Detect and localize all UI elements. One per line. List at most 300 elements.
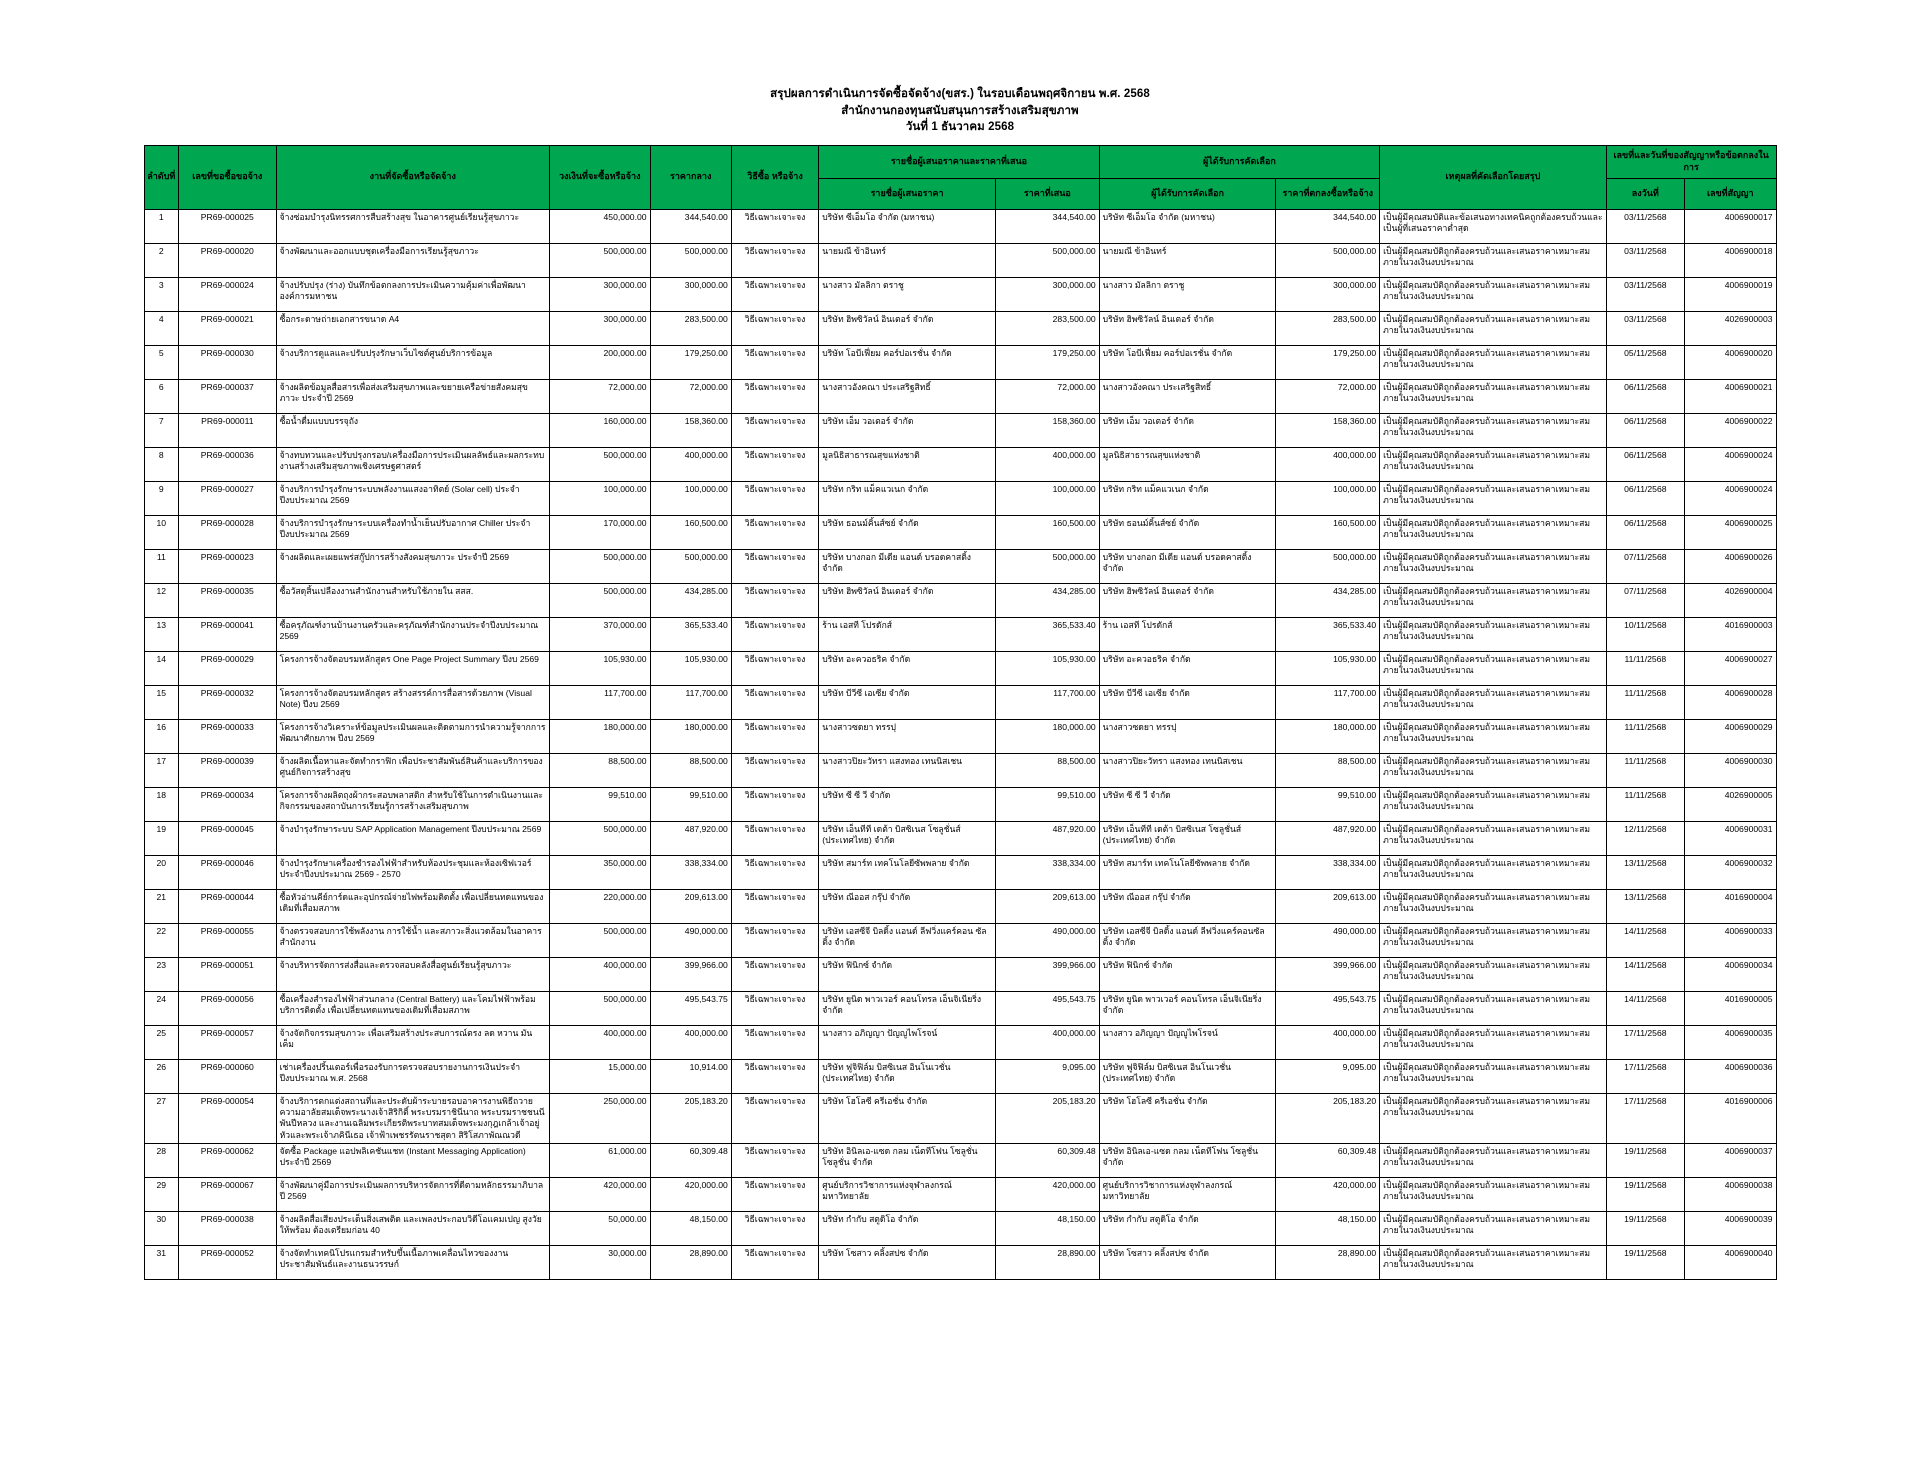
cell-reason: เป็นผู้มีคุณสมบัติถูกต้องครบถ้วนและเสนอราคาเหมาะสมภายในวงเงินงบประมาณ (1380, 855, 1607, 889)
document-header (0, 0, 1920, 136)
cell-method: วิธีเฉพาะเจาะจง (731, 685, 818, 719)
cell-cno: 4006900021 (1684, 379, 1776, 413)
cell-cno: 4006900040 (1684, 1246, 1776, 1280)
cell-cno: 4006900033 (1684, 923, 1776, 957)
cell-work: จ้างบริหารจัดการส่งสื่อและตรวจสอบคลังสื่อศูนย์เรียนรู้สุขภาวะ (276, 957, 549, 991)
cell-no: 2 (144, 243, 179, 277)
cell-bidder: บริษัท ฟูจิฟิล์ม บิสซิเนส อินโนเวชั่น (ประเทศไทย) จำกัด (819, 1059, 996, 1093)
cell-cdate: 17/11/2568 (1606, 1025, 1684, 1059)
cell-method: วิธีเฉพาะเจาะจง (731, 583, 818, 617)
cell-median: 399,966.00 (650, 957, 731, 991)
cell-bidder: นายมณี ข้าอินทร์ (819, 243, 996, 277)
cell-pr: PR69-000037 (179, 379, 277, 413)
cell-work: จัดซื้อ Package แอปพลิเคชันแชท (Instant Messaging Application) ประจำปี 2569 (276, 1144, 549, 1178)
col-header-no: ลำดับที่ (144, 146, 179, 210)
cell-bidder: บริษัท กำกับ สตูดิโอ จำกัด (819, 1212, 996, 1246)
cell-cdate: 12/11/2568 (1606, 821, 1684, 855)
table-row (144, 787, 1776, 821)
cell-budget: 350,000.00 (549, 855, 650, 889)
cell-median: 365,533.40 (650, 617, 731, 651)
cell-method: วิธีเฉพาะเจาะจง (731, 515, 818, 549)
cell-reason: เป็นผู้มีคุณสมบัติถูกต้องครบถ้วนและเสนอราคาเหมาะสมภายในวงเงินงบประมาณ (1380, 1093, 1607, 1143)
cell-budget: 500,000.00 (549, 821, 650, 855)
table-row (144, 1144, 1776, 1178)
cell-win-price: 209,613.00 (1276, 889, 1380, 923)
cell-reason: เป็นผู้มีคุณสมบัติถูกต้องครบถ้วนและเสนอราคาเหมาะสมภายในวงเงินงบประมาณ (1380, 753, 1607, 787)
cell-work: โครงการจ้างผลิตถุงผ้ากระสอบพลาสติก สำหรับใช้ในการดำเนินงานและกิจกรรมของสถาบันการเรียนรู้การสร้างเสริมสุขภาพ (276, 787, 549, 821)
cell-no: 20 (144, 855, 179, 889)
cell-winner: บริษัท บางกอก มีเดีย แอนด์ บรอดคาสติ้ง จำกัด (1099, 549, 1276, 583)
cell-cno: 4006900039 (1684, 1212, 1776, 1246)
table-row (144, 549, 1776, 583)
cell-cdate: 03/11/2568 (1606, 311, 1684, 345)
cell-cdate: 07/11/2568 (1606, 549, 1684, 583)
cell-median: 160,500.00 (650, 515, 731, 549)
cell-pr: PR69-000056 (179, 991, 277, 1025)
cell-method: วิธีเฉพาะเจาะจง (731, 719, 818, 753)
organization-name: สำนักงานกองทุนสนับสนุนการสร้างเสริมสุขภาพ (841, 104, 1079, 117)
cell-reason: เป็นผู้มีคุณสมบัติถูกต้องครบถ้วนและเสนอราคาเหมาะสมภายในวงเงินงบประมาณ (1380, 719, 1607, 753)
cell-method: วิธีเฉพาะเจาะจง (731, 1212, 818, 1246)
cell-win-price: 205,183.20 (1276, 1093, 1380, 1143)
cell-work: จ้างผลิตและเผยแพร่สกู๊ปการสร้างสังคมสุขภาวะ ประจำปี 2569 (276, 549, 549, 583)
cell-cno: 4016900004 (1684, 889, 1776, 923)
cell-win-price: 160,500.00 (1276, 515, 1380, 549)
table-row (144, 515, 1776, 549)
cell-win-price: 490,000.00 (1276, 923, 1380, 957)
cell-pr: PR69-000025 (179, 209, 277, 243)
cell-cdate: 19/11/2568 (1606, 1212, 1684, 1246)
cell-no: 29 (144, 1178, 179, 1212)
cell-bidder: บริษัท ซี ซี วี จำกัด (819, 787, 996, 821)
cell-cno: 4006900019 (1684, 277, 1776, 311)
cell-win-price: 180,000.00 (1276, 719, 1380, 753)
cell-bidder: บริษัท ยูนิด พาวเวอร์ คอนโทรล เอ็นจิเนียริ่ง จำกัด (819, 991, 996, 1025)
cell-pr: PR69-000054 (179, 1093, 277, 1143)
cell-method: วิธีเฉพาะเจาะจง (731, 991, 818, 1025)
cell-win-price: 365,533.40 (1276, 617, 1380, 651)
cell-budget: 300,000.00 (549, 277, 650, 311)
cell-bid-price: 117,700.00 (996, 685, 1100, 719)
cell-budget: 300,000.00 (549, 311, 650, 345)
cell-method: วิธีเฉพาะเจาะจง (731, 617, 818, 651)
table-row (144, 1025, 1776, 1059)
cell-bidder: บริษัท กริท แม็คแวเนก จำกัด (819, 481, 996, 515)
cell-reason: เป็นผู้มีคุณสมบัติถูกต้องครบถ้วนและเสนอราคาเหมาะสมภายในวงเงินงบประมาณ (1380, 617, 1607, 651)
cell-cno: 4006900028 (1684, 685, 1776, 719)
procurement-table-wrapper (144, 145, 1777, 1280)
cell-median: 99,510.00 (650, 787, 731, 821)
cell-bidder: บริษัท เอ็นทีที เดต้า บิสซิเนส โซลูชั่นส์ (ประเทศไทย) จำกัด (819, 821, 996, 855)
cell-winner: บริษัท ซีเอ็มโอ จำกัด (มหาชน) (1099, 209, 1276, 243)
cell-winner: บริษัท โฮโลซี ครีเอชั่น จำกัด (1099, 1093, 1276, 1143)
cell-bidder: บริษัท ฮิพซิวัลน์ อินเตอร์ จำกัด (819, 311, 996, 345)
col-header-reason: เหตุผลที่คัดเลือกโดยสรุป (1380, 146, 1607, 210)
table-row (144, 753, 1776, 787)
cell-bidder: ศูนย์บริการวิชาการแห่งจุฬาลงกรณ์มหาวิทยาลัย (819, 1178, 996, 1212)
cell-method: วิธีเฉพาะเจาะจง (731, 345, 818, 379)
cell-median: 338,334.00 (650, 855, 731, 889)
cell-method: วิธีเฉพาะเจาะจง (731, 1178, 818, 1212)
cell-method: วิธีเฉพาะเจาะจง (731, 549, 818, 583)
cell-cno: 4006900022 (1684, 413, 1776, 447)
cell-winner: มูลนิธิสาธารณสุขแห่งชาติ (1099, 447, 1276, 481)
cell-win-price: 344,540.00 (1276, 209, 1380, 243)
cell-win-price: 117,700.00 (1276, 685, 1380, 719)
cell-no: 25 (144, 1025, 179, 1059)
cell-pr: PR69-000027 (179, 481, 277, 515)
table-row (144, 413, 1776, 447)
cell-cdate: 11/11/2568 (1606, 753, 1684, 787)
cell-pr: PR69-000052 (179, 1246, 277, 1280)
cell-cdate: 19/11/2568 (1606, 1144, 1684, 1178)
cell-method: วิธีเฉพาะเจาะจง (731, 1093, 818, 1143)
cell-method: วิธีเฉพาะเจาะจง (731, 1025, 818, 1059)
table-body (144, 209, 1776, 1279)
cell-pr: PR69-000060 (179, 1059, 277, 1093)
cell-cno: 4016900005 (1684, 991, 1776, 1025)
cell-work: โครงการจ้างวิเคราะห์ข้อมูลประเมินผลและติดตามการนำความรู้จากการพัฒนาศักยภาพ ปีงบ 2569 (276, 719, 549, 753)
cell-cno: 4006900017 (1684, 209, 1776, 243)
cell-median: 500,000.00 (650, 549, 731, 583)
cell-work: โครงการจ้างจัดอบรมหลักสูตร สร้างสรรค์การสื่อสารด้วยภาพ (Visual Note) ปีงบ 2569 (276, 685, 549, 719)
cell-pr: PR69-000028 (179, 515, 277, 549)
cell-reason: เป็นผู้มีคุณสมบัติถูกต้องครบถ้วนและเสนอราคาเหมาะสมภายในวงเงินงบประมาณ (1380, 311, 1607, 345)
cell-work: ซื้อครุภัณฑ์งานบ้านงานครัวและครุภัณฑ์สำนักงานประจำปีงบประมาณ 2569 (276, 617, 549, 651)
table-row (144, 243, 1776, 277)
cell-win-price: 399,966.00 (1276, 957, 1380, 991)
cell-bid-price: 365,533.40 (996, 617, 1100, 651)
cell-win-price: 420,000.00 (1276, 1178, 1380, 1212)
cell-winner: บริษัท อินิลเอ-แซด กลม เน็ตทีโฟน โซลูชั่น จำกัด (1099, 1144, 1276, 1178)
cell-no: 3 (144, 277, 179, 311)
cell-bid-price: 400,000.00 (996, 1025, 1100, 1059)
cell-pr: PR69-000030 (179, 345, 277, 379)
cell-pr: PR69-000057 (179, 1025, 277, 1059)
cell-winner: นางสาว อภิญญา ปัญญูไพโรจน์ (1099, 1025, 1276, 1059)
cell-cno: 4006900027 (1684, 651, 1776, 685)
cell-bid-price: 99,510.00 (996, 787, 1100, 821)
cell-win-price: 105,930.00 (1276, 651, 1380, 685)
cell-work: จ้างบริการตกแต่งสถานที่และประดับผ้าระบายรอบอาคารงานพิธีถวายความอาลัยสมเด็จพระนางเจ้าสิริกิติ์ พระบรมราชินีนาถ พระบรมราชชนนีพันปีหลวง และงานเฉลิมพระเกียรติพระบาทสมเด็จพระมงกุฎเกล้าเจ้าอยู่หัวและพระเจ้าภคินีเธอ เจ้าฟ้าเพชรรัตนราชสุดา สิริโสภาพัณณวดี (276, 1093, 549, 1143)
cell-median: 100,000.00 (650, 481, 731, 515)
cell-bidder: บริษัท ฟินิกซ์ จำกัด (819, 957, 996, 991)
cell-cno: 4006900018 (1684, 243, 1776, 277)
cell-cdate: 13/11/2568 (1606, 889, 1684, 923)
cell-win-price: 500,000.00 (1276, 243, 1380, 277)
cell-budget: 500,000.00 (549, 549, 650, 583)
cell-bidder: ร้าน เอสที โปรดักส์ (819, 617, 996, 651)
cell-cno: 4026900005 (1684, 787, 1776, 821)
cell-cdate: 06/11/2568 (1606, 481, 1684, 515)
cell-bid-price: 283,500.00 (996, 311, 1100, 345)
cell-method: วิธีเฉพาะเจาะจง (731, 481, 818, 515)
cell-median: 60,309.48 (650, 1144, 731, 1178)
table-row (144, 957, 1776, 991)
cell-reason: เป็นผู้มีคุณสมบัติถูกต้องครบถ้วนและเสนอราคาเหมาะสมภายในวงเงินงบประมาณ (1380, 1059, 1607, 1093)
cell-win-price: 60,309.48 (1276, 1144, 1380, 1178)
cell-winner: บริษัท โซสาว คลิ้งสปซ จำกัด (1099, 1246, 1276, 1280)
cell-bid-price: 88,500.00 (996, 753, 1100, 787)
cell-no: 1 (144, 209, 179, 243)
cell-reason: เป็นผู้มีคุณสมบัติถูกต้องครบถ้วนและเสนอราคาเหมาะสมภายในวงเงินงบประมาณ (1380, 447, 1607, 481)
cell-bidder: นางสาว อภิญญา ปัญญูไพโรจน์ (819, 1025, 996, 1059)
table-row (144, 379, 1776, 413)
table-row (144, 889, 1776, 923)
cell-winner: บริษัท กำกับ สตูดิโอ จำกัด (1099, 1212, 1276, 1246)
cell-budget: 61,000.00 (549, 1144, 650, 1178)
cell-no: 18 (144, 787, 179, 821)
cell-median: 205,183.20 (650, 1093, 731, 1143)
cell-method: วิธีเฉพาะเจาะจง (731, 1059, 818, 1093)
col-header-bidder-price: ราคาที่เสนอ (996, 178, 1100, 209)
col-header-work: งานที่จัดซื้อหรือจัดจ้าง (276, 146, 549, 210)
cell-cdate: 11/11/2568 (1606, 685, 1684, 719)
cell-cno: 4026900004 (1684, 583, 1776, 617)
cell-work: จ้างพัฒนาและออกแบบชุดเครื่องมือการเรียนรู้สุขภาวะ (276, 243, 549, 277)
cell-pr: PR69-000021 (179, 311, 277, 345)
cell-median: 117,700.00 (650, 685, 731, 719)
table-row (144, 821, 1776, 855)
cell-bidder: บริษัท โฮโลซี ครีเอชั่น จำกัด (819, 1093, 996, 1143)
cell-winner: บริษัท ณีออส กรุ๊ป จำกัด (1099, 889, 1276, 923)
table-row (144, 617, 1776, 651)
table-row (144, 1178, 1776, 1212)
cell-cdate: 14/11/2568 (1606, 991, 1684, 1025)
cell-pr: PR69-000011 (179, 413, 277, 447)
cell-no: 31 (144, 1246, 179, 1280)
cell-reason: เป็นผู้มีคุณสมบัติถูกต้องครบถ้วนและเสนอราคาเหมาะสมภายในวงเงินงบประมาณ (1380, 413, 1607, 447)
cell-cno: 4006900038 (1684, 1178, 1776, 1212)
cell-winner: ร้าน เอสที โปรดักส์ (1099, 617, 1276, 651)
cell-bid-price: 158,360.00 (996, 413, 1100, 447)
cell-winner: นางสาวอังคณา ประเสริฐสิทธิ์ (1099, 379, 1276, 413)
cell-bid-price: 434,285.00 (996, 583, 1100, 617)
cell-work: โครงการจ้างจัดอบรมหลักสูตร One Page Project Summary ปีงบ 2569 (276, 651, 549, 685)
cell-method: วิธีเฉพาะเจาะจง (731, 855, 818, 889)
cell-reason: เป็นผู้มีคุณสมบัติถูกต้องครบถ้วนและเสนอราคาเหมาะสมภายในวงเงินงบประมาณ (1380, 243, 1607, 277)
cell-work: จ้างบำรุงรักษาเครื่องชำรองไฟฟ้าสำหรับห้องประชุมและห้องเซิฟเวอร์ ประจำปีงบประมาณ 2569 - 2570 (276, 855, 549, 889)
cell-method: วิธีเฉพาะเจาะจง (731, 277, 818, 311)
cell-win-price: 99,510.00 (1276, 787, 1380, 821)
cell-no: 4 (144, 311, 179, 345)
cell-win-price: 300,000.00 (1276, 277, 1380, 311)
cell-budget: 72,000.00 (549, 379, 650, 413)
cell-median: 88,500.00 (650, 753, 731, 787)
cell-method: วิธีเฉพาะเจาะจง (731, 957, 818, 991)
cell-bid-price: 209,613.00 (996, 889, 1100, 923)
cell-bid-price: 338,334.00 (996, 855, 1100, 889)
cell-cdate: 11/11/2568 (1606, 651, 1684, 685)
cell-no: 12 (144, 583, 179, 617)
cell-median: 400,000.00 (650, 1025, 731, 1059)
cell-cdate: 06/11/2568 (1606, 413, 1684, 447)
cell-budget: 400,000.00 (549, 957, 650, 991)
cell-work: จ้างผลิตสื่อเสียงประเด็นสิ่งเสพติด และเพลงประกอบวิดีโอแคมเปญ สูงวัยให้พร้อม ต้องเตรียมก่อน 40 (276, 1212, 549, 1246)
cell-bidder: นางสาวปิยะวัทรา แสงทอง เทนนิสเชน (819, 753, 996, 787)
cell-cno: 4006900025 (1684, 515, 1776, 549)
cell-win-price: 48,150.00 (1276, 1212, 1380, 1246)
cell-budget: 500,000.00 (549, 923, 650, 957)
cell-reason: เป็นผู้มีคุณสมบัติถูกต้องครบถ้วนและเสนอราคาเหมาะสมภายในวงเงินงบประมาณ (1380, 821, 1607, 855)
cell-cdate: 11/11/2568 (1606, 719, 1684, 753)
cell-reason: เป็นผู้มีคุณสมบัติและข้อเสนอทางเทคนิคถูกต้องครบถ้วนและเป็นผู้ที่เสนอราคาต่ำสุด (1380, 209, 1607, 243)
cell-bid-price: 28,890.00 (996, 1246, 1100, 1280)
cell-cno: 4006900024 (1684, 481, 1776, 515)
cell-budget: 500,000.00 (549, 243, 650, 277)
cell-method: วิธีเฉพาะเจาะจง (731, 243, 818, 277)
cell-bidder: บริษัท เอสซีจี บิลดิ้ง แอนด์ ลีฟวิ่งแคร์คอน ซัลติ้ง จำกัด (819, 923, 996, 957)
cell-bidder: บริษัท สมาร์ท เทคโนโลยีซัพพลาย จำกัด (819, 855, 996, 889)
col-header-winner-group: ผู้ได้รับการคัดเลือก (1099, 146, 1379, 179)
cell-cno: 4006900029 (1684, 719, 1776, 753)
cell-cno: 4006900031 (1684, 821, 1776, 855)
cell-reason: เป็นผู้มีคุณสมบัติถูกต้องครบถ้วนและเสนอราคาเหมาะสมภายในวงเงินงบประมาณ (1380, 685, 1607, 719)
cell-bid-price: 300,000.00 (996, 277, 1100, 311)
cell-pr: PR69-000020 (179, 243, 277, 277)
cell-winner: บริษัท ยูนิด พาวเวอร์ คอนโทรล เอ็นจิเนียริ่ง จำกัด (1099, 991, 1276, 1025)
table-row (144, 311, 1776, 345)
cell-no: 5 (144, 345, 179, 379)
cell-cno: 4016900003 (1684, 617, 1776, 651)
cell-pr: PR69-000034 (179, 787, 277, 821)
cell-median: 179,250.00 (650, 345, 731, 379)
col-header-bidder-name: รายชื่อผู้เสนอราคา (819, 178, 996, 209)
cell-reason: เป็นผู้มีคุณสมบัติถูกต้องครบถ้วนและเสนอราคาเหมาะสมภายในวงเงินงบประมาณ (1380, 651, 1607, 685)
cell-cno: 4006900024 (1684, 447, 1776, 481)
cell-winner: บริษัท ฟินิกซ์ จำกัด (1099, 957, 1276, 991)
cell-method: วิธีเฉพาะเจาะจง (731, 821, 818, 855)
cell-budget: 400,000.00 (549, 1025, 650, 1059)
cell-median: 28,890.00 (650, 1246, 731, 1280)
cell-win-price: 100,000.00 (1276, 481, 1380, 515)
cell-budget: 99,510.00 (549, 787, 650, 821)
col-header-contract-date: ลงวันที่ (1606, 178, 1684, 209)
cell-win-price: 179,250.00 (1276, 345, 1380, 379)
col-header-median-price: ราคากลาง (650, 146, 731, 210)
cell-work: จ้างบริการบำรุงรักษาระบบเครื่องทำน้ำเย็นปรับอากาศ Chiller ประจำปีงบประมาณ 2569 (276, 515, 549, 549)
cell-reason: เป็นผู้มีคุณสมบัติถูกต้องครบถ้วนและเสนอราคาเหมาะสมภายในวงเงินงบประมาณ (1380, 549, 1607, 583)
cell-bidder: นางสาวซดยา ทรรปุ (819, 719, 996, 753)
cell-reason: เป็นผู้มีคุณสมบัติถูกต้องครบถ้วนและเสนอราคาเหมาะสมภายในวงเงินงบประมาณ (1380, 277, 1607, 311)
cell-reason: เป็นผู้มีคุณสมบัติถูกต้องครบถ้วนและเสนอราคาเหมาะสมภายในวงเงินงบประมาณ (1380, 1246, 1607, 1280)
cell-reason: เป็นผู้มีคุณสมบัติถูกต้องครบถ้วนและเสนอราคาเหมาะสมภายในวงเงินงบประมาณ (1380, 1144, 1607, 1178)
cell-work: จ้างบริการดูแลและปรับปรุงรักษาเว็บไซต์ศูนย์บริการข้อมูล (276, 345, 549, 379)
cell-cdate: 17/11/2568 (1606, 1093, 1684, 1143)
cell-pr: PR69-000055 (179, 923, 277, 957)
col-header-bidders-group: รายชื่อผู้เสนอราคาและราคาที่เสนอ (819, 146, 1099, 179)
cell-winner: บริษัท ฮิพซิวัลน์ อินเตอร์ จำกัด (1099, 311, 1276, 345)
cell-bid-price: 487,920.00 (996, 821, 1100, 855)
cell-median: 344,540.00 (650, 209, 731, 243)
cell-bidder: บริษัท อะควอธริค จำกัด (819, 651, 996, 685)
table-row (144, 685, 1776, 719)
cell-winner: บริษัท ซี ซี วี จำกัด (1099, 787, 1276, 821)
cell-reason: เป็นผู้มีคุณสมบัติถูกต้องครบถ้วนและเสนอราคาเหมาะสมภายในวงเงินงบประมาณ (1380, 1178, 1607, 1212)
cell-pr: PR69-000041 (179, 617, 277, 651)
cell-no: 7 (144, 413, 179, 447)
cell-work: ซื้อเครื่องสำรองไฟฟ้าส่วนกลาง (Central Battery) และโคมไฟฟ้าพร้อมบริการติดตั้ง เพื่อเปลี่ยนทดแทนของเดิมที่เสื่อมสภาพ (276, 991, 549, 1025)
cell-no: 9 (144, 481, 179, 515)
table-header (144, 146, 1776, 210)
cell-budget: 160,000.00 (549, 413, 650, 447)
cell-median: 400,000.00 (650, 447, 731, 481)
cell-budget: 200,000.00 (549, 345, 650, 379)
cell-pr: PR69-000039 (179, 753, 277, 787)
cell-work: ซื้อหัวอ่านคีย์การ์ดและอุปกรณ์จ่ายไฟพร้อมติดตั้ง เพื่อเปลี่ยนทดแทนของเดิมที่เสื่อมสภาพ (276, 889, 549, 923)
cell-method: วิธีเฉพาะเจาะจง (731, 1144, 818, 1178)
cell-pr: PR69-000033 (179, 719, 277, 753)
cell-pr: PR69-000067 (179, 1178, 277, 1212)
cell-cno: 4006900037 (1684, 1144, 1776, 1178)
cell-median: 209,613.00 (650, 889, 731, 923)
cell-winner: บริษัท เอ็ม วอเตอร์ จำกัด (1099, 413, 1276, 447)
cell-reason: เป็นผู้มีคุณสมบัติถูกต้องครบถ้วนและเสนอราคาเหมาะสมภายในวงเงินงบประมาณ (1380, 923, 1607, 957)
cell-cno: 4006900026 (1684, 549, 1776, 583)
cell-work: จ้างผลิตเนื้อหาและจัดทำกราฟิก เพื่อประชาสัมพันธ์สินค้าและบริการของศูนย์กิจการสร้างสุข (276, 753, 549, 787)
cell-win-price: 9,095.00 (1276, 1059, 1380, 1093)
col-header-winner-price: ราคาที่ตกลงซื้อหรือจ้าง (1276, 178, 1380, 209)
cell-winner: บริษัท ธอนม์คิ้นส์ซย์ จำกัด (1099, 515, 1276, 549)
cell-reason: เป็นผู้มีคุณสมบัติถูกต้องครบถ้วนและเสนอราคาเหมาะสมภายในวงเงินงบประมาณ (1380, 583, 1607, 617)
table-row (144, 277, 1776, 311)
cell-work: จ้างจัดกิจกรรมสุขภาวะ เพื่อเสริมสร้างประสบการณ์ตรง ลด หวาน มัน เค็ม (276, 1025, 549, 1059)
cell-winner: นางสาว มัลลิกา ตราชู (1099, 277, 1276, 311)
cell-no: 14 (144, 651, 179, 685)
cell-reason: เป็นผู้มีคุณสมบัติถูกต้องครบถ้วนและเสนอราคาเหมาะสมภายในวงเงินงบประมาณ (1380, 991, 1607, 1025)
cell-win-price: 72,000.00 (1276, 379, 1380, 413)
cell-median: 490,000.00 (650, 923, 731, 957)
cell-no: 22 (144, 923, 179, 957)
cell-cno: 4006900034 (1684, 957, 1776, 991)
cell-no: 26 (144, 1059, 179, 1093)
cell-cdate: 05/11/2568 (1606, 345, 1684, 379)
cell-winner: บริษัท เอ็นทีที เดต้า บิสซิเนส โซลูชั่นส์ (ประเทศไทย) จำกัด (1099, 821, 1276, 855)
cell-bidder: บริษัท อินิลเอ-แซด กลม เน็ตทีโฟน โซลูชั่น โซลูชั่น จำกัด (819, 1144, 996, 1178)
cell-winner: นางสาวปิยะวัทรา แสงทอง เทนนิสเชน (1099, 753, 1276, 787)
cell-method: วิธีเฉพาะเจาะจง (731, 753, 818, 787)
cell-bidder: บริษัท เอ็ม วอเตอร์ จำกัด (819, 413, 996, 447)
table-row (144, 447, 1776, 481)
cell-work: จ้างซ่อมบำรุงนิทรรศการสืบสร้างสุข ในอาคารศูนย์เรียนรู้สุขภาวะ (276, 209, 549, 243)
col-header-winner-name: ผู้ได้รับการคัดเลือก (1099, 178, 1276, 209)
cell-median: 10,914.00 (650, 1059, 731, 1093)
cell-bid-price: 500,000.00 (996, 243, 1100, 277)
cell-method: วิธีเฉพาะเจาะจง (731, 447, 818, 481)
cell-no: 13 (144, 617, 179, 651)
cell-budget: 500,000.00 (549, 991, 650, 1025)
cell-bid-price: 60,309.48 (996, 1144, 1100, 1178)
col-header-contract-no: เลขที่สัญญา (1684, 178, 1776, 209)
procurement-table (144, 145, 1777, 1280)
cell-cdate: 14/11/2568 (1606, 923, 1684, 957)
cell-winner: บริษัท ฟูจิฟิล์ม บิสซิเนส อินโนเวชั่น (ประเทศไทย) จำกัด (1099, 1059, 1276, 1093)
cell-reason: เป็นผู้มีคุณสมบัติถูกต้องครบถ้วนและเสนอราคาเหมาะสมภายในวงเงินงบประมาณ (1380, 1212, 1607, 1246)
cell-win-price: 487,920.00 (1276, 821, 1380, 855)
cell-winner: บริษัท กริท แม็คแวเนก จำกัด (1099, 481, 1276, 515)
cell-winner: บริษัท ฮิพซิวัลน์ อินเตอร์ จำกัด (1099, 583, 1276, 617)
cell-bid-price: 105,930.00 (996, 651, 1100, 685)
cell-win-price: 400,000.00 (1276, 447, 1380, 481)
cell-budget: 450,000.00 (549, 209, 650, 243)
cell-work: จ้างปรับปรุง (ร่าง) บันทึกข้อตกลงการประเมินความคุ้มค่าเพื่อพัฒนาองค์การมหาชน (276, 277, 549, 311)
cell-pr: PR69-000029 (179, 651, 277, 685)
cell-cdate: 17/11/2568 (1606, 1059, 1684, 1093)
cell-work: ซื้อวัสดุสิ้นเปลืองงานสำนักงานสำหรับใช้ภายใน สสส. (276, 583, 549, 617)
table-row (144, 209, 1776, 243)
cell-budget: 220,000.00 (549, 889, 650, 923)
cell-median: 495,543.75 (650, 991, 731, 1025)
